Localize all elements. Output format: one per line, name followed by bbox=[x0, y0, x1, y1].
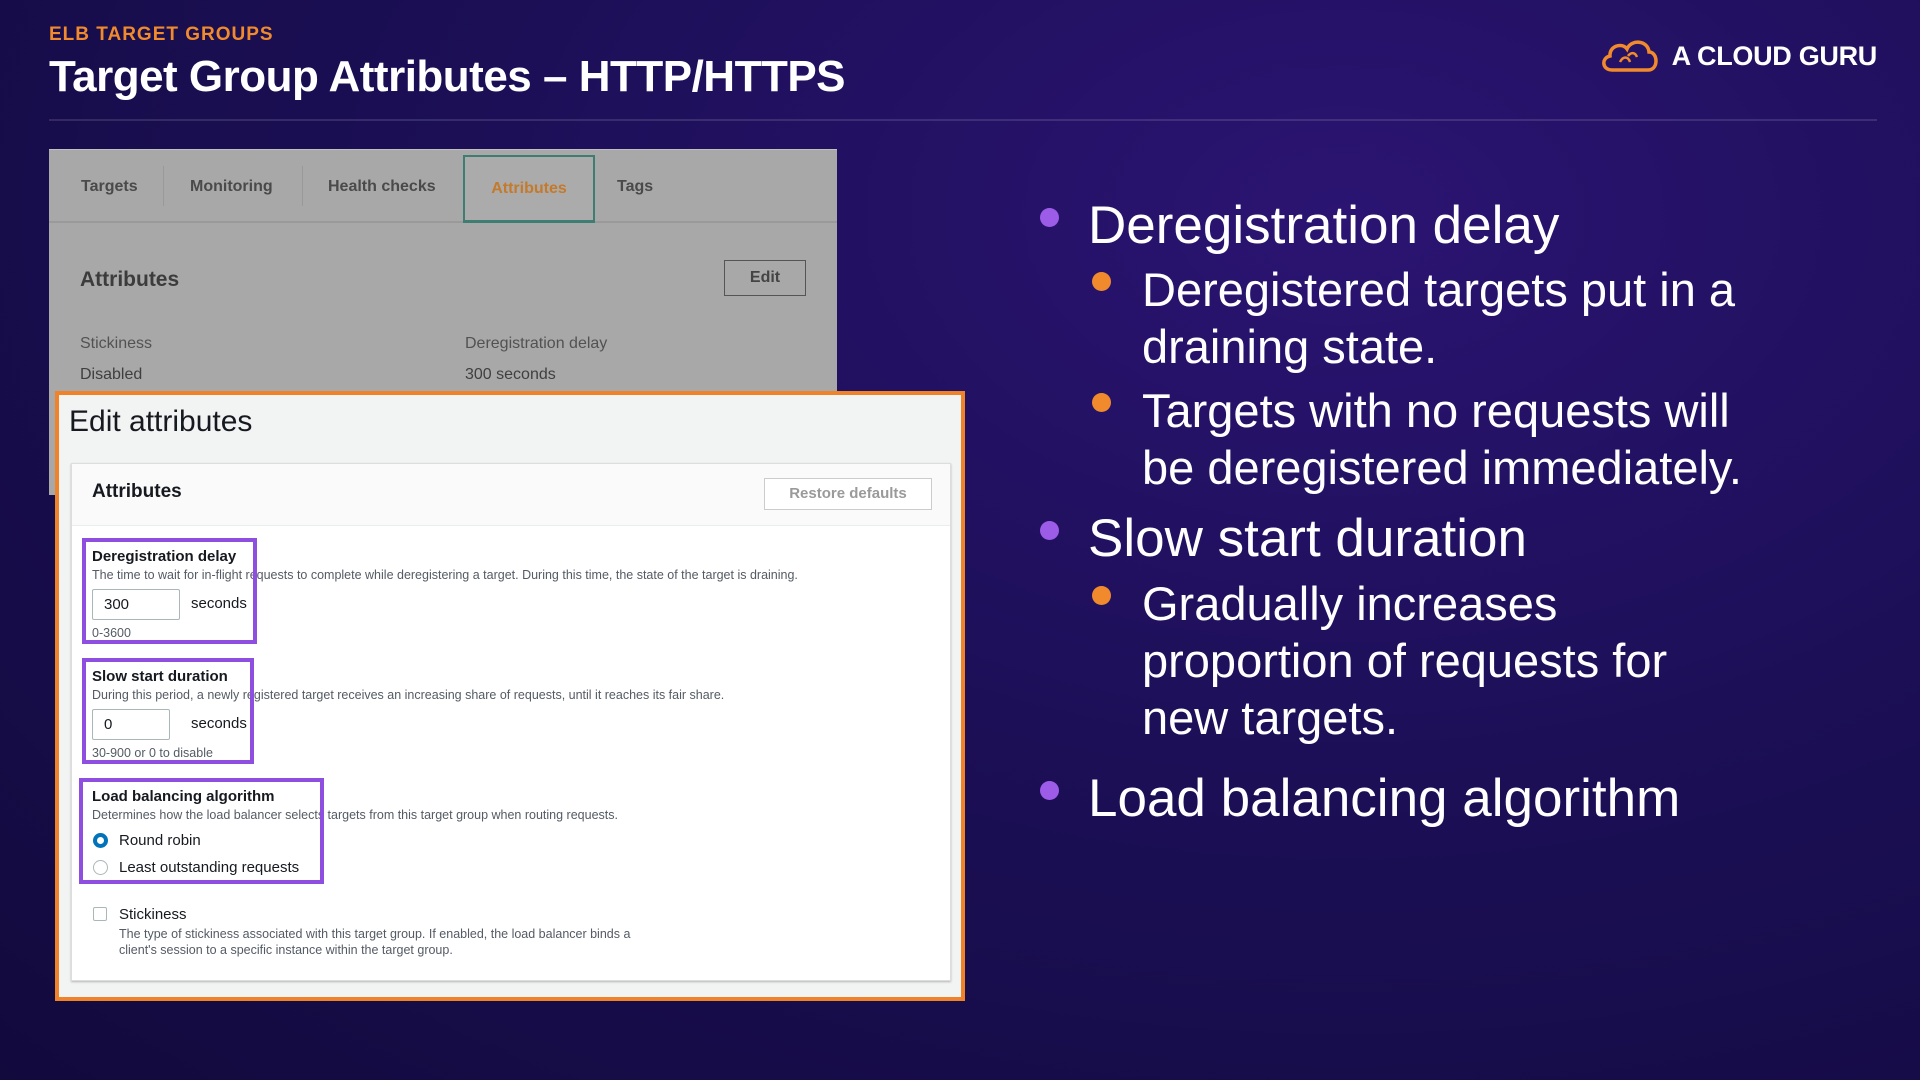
algorithm-description: Determines how the load balancer selects targets from this target group when routing requests. bbox=[92, 808, 618, 822]
deregistration-delay-hint: 0-3600 bbox=[92, 626, 131, 640]
tab-targets[interactable]: Targets bbox=[81, 178, 138, 195]
card-header bbox=[72, 464, 950, 526]
slow-start-unit: seconds bbox=[191, 715, 247, 732]
deregistration-summary-label: Deregistration delay bbox=[465, 335, 608, 352]
sub-bullet-gradual-line2: proportion of requests for bbox=[1142, 634, 1668, 687]
card-title: Attributes bbox=[92, 481, 182, 502]
sub-bullet-dot bbox=[1092, 393, 1111, 412]
restore-defaults-button[interactable]: Restore defaults bbox=[764, 478, 932, 510]
deregistration-delay-input[interactable]: 300 bbox=[92, 589, 180, 620]
stickiness-description-line2: client's session to a specific instance within the target group. bbox=[119, 943, 453, 957]
slow-start-label: Slow start duration bbox=[92, 668, 228, 685]
attributes-card bbox=[71, 463, 951, 981]
sub-bullet-draining-line2: draining state. bbox=[1142, 320, 1438, 373]
sub-bullet-immediate-line1: Targets with no requests will bbox=[1142, 384, 1730, 437]
tab-tags[interactable]: Tags bbox=[617, 178, 654, 195]
deregistration-delay-description: The time to wait for in-flight requests to complete while deregistering a target. During this time, the state of the target is draining. bbox=[92, 568, 798, 582]
bullet-deregistration: Deregistration delay bbox=[1088, 196, 1560, 255]
deregistration-summary-value: 300 seconds bbox=[465, 366, 556, 383]
section-kicker: ELB TARGET GROUPS bbox=[49, 24, 274, 45]
tab-attributes[interactable]: Attributes bbox=[463, 155, 595, 223]
stickiness-checkbox[interactable] bbox=[93, 907, 107, 921]
slow-start-hint: 30-900 or 0 to disable bbox=[92, 746, 213, 760]
stickiness-description-line1: The type of stickiness associated with this target group. If enabled, the load balancer binds a bbox=[119, 927, 631, 941]
bullet-slow-start: Slow start duration bbox=[1088, 509, 1527, 568]
console-section-title: Attributes bbox=[80, 268, 180, 291]
slow-start-input[interactable]: 0 bbox=[92, 709, 170, 740]
least-outstanding-label: Least outstanding requests bbox=[119, 859, 300, 876]
edit-attributes-panel bbox=[55, 391, 965, 1001]
sub-bullet-draining-line1: Deregistered targets put in a bbox=[1142, 263, 1736, 316]
sub-bullet-dot bbox=[1092, 586, 1111, 605]
edit-panel-title: Edit attributes bbox=[69, 405, 253, 438]
round-robin-label: Round robin bbox=[119, 832, 201, 849]
bullet-list bbox=[1040, 0, 1900, 1080]
tab-bar bbox=[49, 150, 837, 223]
slow-start-description: During this period, a newly registered target receives an increasing share of requests, until it reaches its fair share. bbox=[92, 688, 725, 702]
brand-name: A CLOUD GURU bbox=[1671, 40, 1877, 71]
bullet-dot bbox=[1040, 521, 1059, 540]
deregistration-delay-label: Deregistration delay bbox=[92, 548, 237, 565]
stickiness-summary-value: Disabled bbox=[80, 366, 143, 383]
bullet-dot bbox=[1040, 208, 1059, 227]
sub-bullet-immediate-line2: be deregistered immediately. bbox=[1142, 441, 1742, 494]
algorithm-highlight-box bbox=[79, 778, 324, 884]
edit-button[interactable]: Edit bbox=[724, 260, 806, 296]
algorithm-label: Load balancing algorithm bbox=[92, 788, 275, 805]
tab-health-checks[interactable]: Health checks bbox=[328, 178, 436, 195]
bullet-dot bbox=[1040, 781, 1059, 800]
tab-monitoring[interactable]: Monitoring bbox=[190, 178, 273, 195]
sub-bullet-gradual-line3: new targets. bbox=[1142, 691, 1399, 744]
sub-bullet-gradual-line1: Gradually increases bbox=[1142, 577, 1558, 630]
bullet-algorithm: Load balancing algorithm bbox=[1088, 769, 1681, 828]
slow-start-highlight-box bbox=[82, 658, 254, 764]
deregistration-highlight-box bbox=[82, 538, 257, 644]
sub-bullet-dot bbox=[1092, 272, 1111, 291]
slide-title: Target Group Attributes – HTTP/HTTPS bbox=[49, 52, 846, 101]
deregistration-delay-unit: seconds bbox=[191, 595, 247, 612]
stickiness-label: Stickiness bbox=[119, 906, 187, 923]
stickiness-summary-label: Stickiness bbox=[80, 335, 153, 352]
